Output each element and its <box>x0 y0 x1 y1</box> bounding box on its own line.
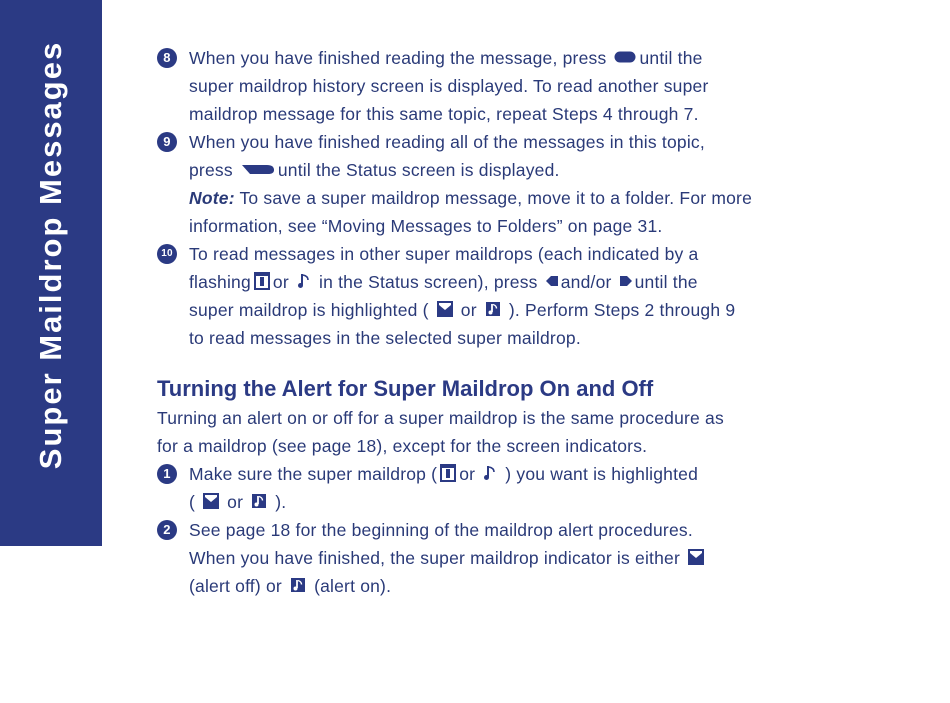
oval-button-icon <box>614 51 636 63</box>
text-line: To read messages in other super maildrops (each indicated by a <box>189 244 699 264</box>
text-segment: Make sure the super maildrop ( <box>189 464 438 484</box>
text-line: maildrop message for this same topic, repeat Steps 4 through 7. <box>189 104 699 124</box>
step-number: 10 <box>157 244 177 264</box>
highlighted-note-icon <box>485 301 501 317</box>
step-number: 8 <box>157 48 177 68</box>
text-line <box>189 460 837 488</box>
text-segment: (alert off) or <box>189 576 282 596</box>
text-segment: (alert on). <box>314 576 392 596</box>
text-line <box>189 156 837 184</box>
step-8 <box>157 44 837 128</box>
text-segment: To save a super maildrop message, move it to a folder. For more <box>239 188 753 208</box>
note-label: Note: <box>189 188 235 208</box>
text-segment: until the <box>634 272 698 292</box>
text-line <box>189 572 837 600</box>
text-line <box>189 296 837 324</box>
highlighted-box-icon <box>688 549 704 565</box>
left-arrow-icon <box>546 276 558 286</box>
note-icon <box>297 273 311 289</box>
highlighted-note-icon <box>251 493 267 509</box>
text-segment: When you have finished reading the message, press <box>189 48 607 68</box>
text-line <box>189 268 837 296</box>
alert-step-2 <box>157 516 837 600</box>
step-number: 1 <box>157 464 177 484</box>
text-line <box>189 488 837 516</box>
text-segment: super maildrop is highlighted ( <box>189 300 429 320</box>
text-segment: press <box>189 160 233 180</box>
text-line <box>189 44 837 72</box>
page-content <box>157 44 837 600</box>
text-segment: or <box>272 272 289 292</box>
text-line: When you have finished reading all of the messages in this topic, <box>189 132 705 152</box>
text-segment: until the <box>639 48 703 68</box>
highlighted-box-icon <box>203 493 219 509</box>
section-intro <box>157 404 837 460</box>
sidebar-tab <box>0 0 102 546</box>
text-line: to read messages in the selected super maildrop. <box>189 328 581 348</box>
text-segment: flashing <box>189 272 251 292</box>
note-icon <box>483 465 497 481</box>
text-line <box>189 544 837 572</box>
text-segment: ). Perform Steps 2 through 9 <box>508 300 736 320</box>
back-key-icon <box>241 163 275 175</box>
step-10 <box>157 240 837 352</box>
text-segment: When you have finished, the super maildrop indicator is either <box>189 548 680 568</box>
text-segment: in the Status screen), press <box>319 272 538 292</box>
alert-step-1 <box>157 460 837 516</box>
text-segment: until the Status screen is displayed. <box>277 160 560 180</box>
right-arrow-icon <box>620 276 632 286</box>
text-line: See page 18 for the beginning of the maildrop alert procedures. <box>189 520 693 540</box>
text-line: for a maildrop (see page 18), except for the screen indicators. <box>157 436 648 456</box>
sidebar-title: Super Maildrop Messages <box>33 40 68 470</box>
text-segment: or <box>460 300 477 320</box>
text-segment: or <box>459 464 476 484</box>
highlighted-box-icon <box>437 301 453 317</box>
maildrop-box-icon <box>440 464 456 482</box>
note-line: information, see “Moving Messages to Folders” on page 31. <box>189 216 663 236</box>
highlighted-note-icon <box>290 577 306 593</box>
text-segment: or <box>227 492 244 512</box>
text-line: Turning an alert on or off for a super maildrop is the same procedure as <box>157 408 724 428</box>
step-9 <box>157 128 837 240</box>
text-segment: and/or <box>560 272 612 292</box>
maildrop-box-icon <box>254 272 270 290</box>
note-line <box>189 184 837 212</box>
text-segment: ). <box>275 492 287 512</box>
step-number: 2 <box>157 520 177 540</box>
section-heading: Turning the Alert for Super Maildrop On and Off <box>157 376 654 401</box>
step-number: 9 <box>157 132 177 152</box>
text-segment: ( <box>189 492 196 512</box>
text-segment: ) you want is highlighted <box>505 464 699 484</box>
text-line: super maildrop history screen is displayed. To read another super <box>189 76 709 96</box>
